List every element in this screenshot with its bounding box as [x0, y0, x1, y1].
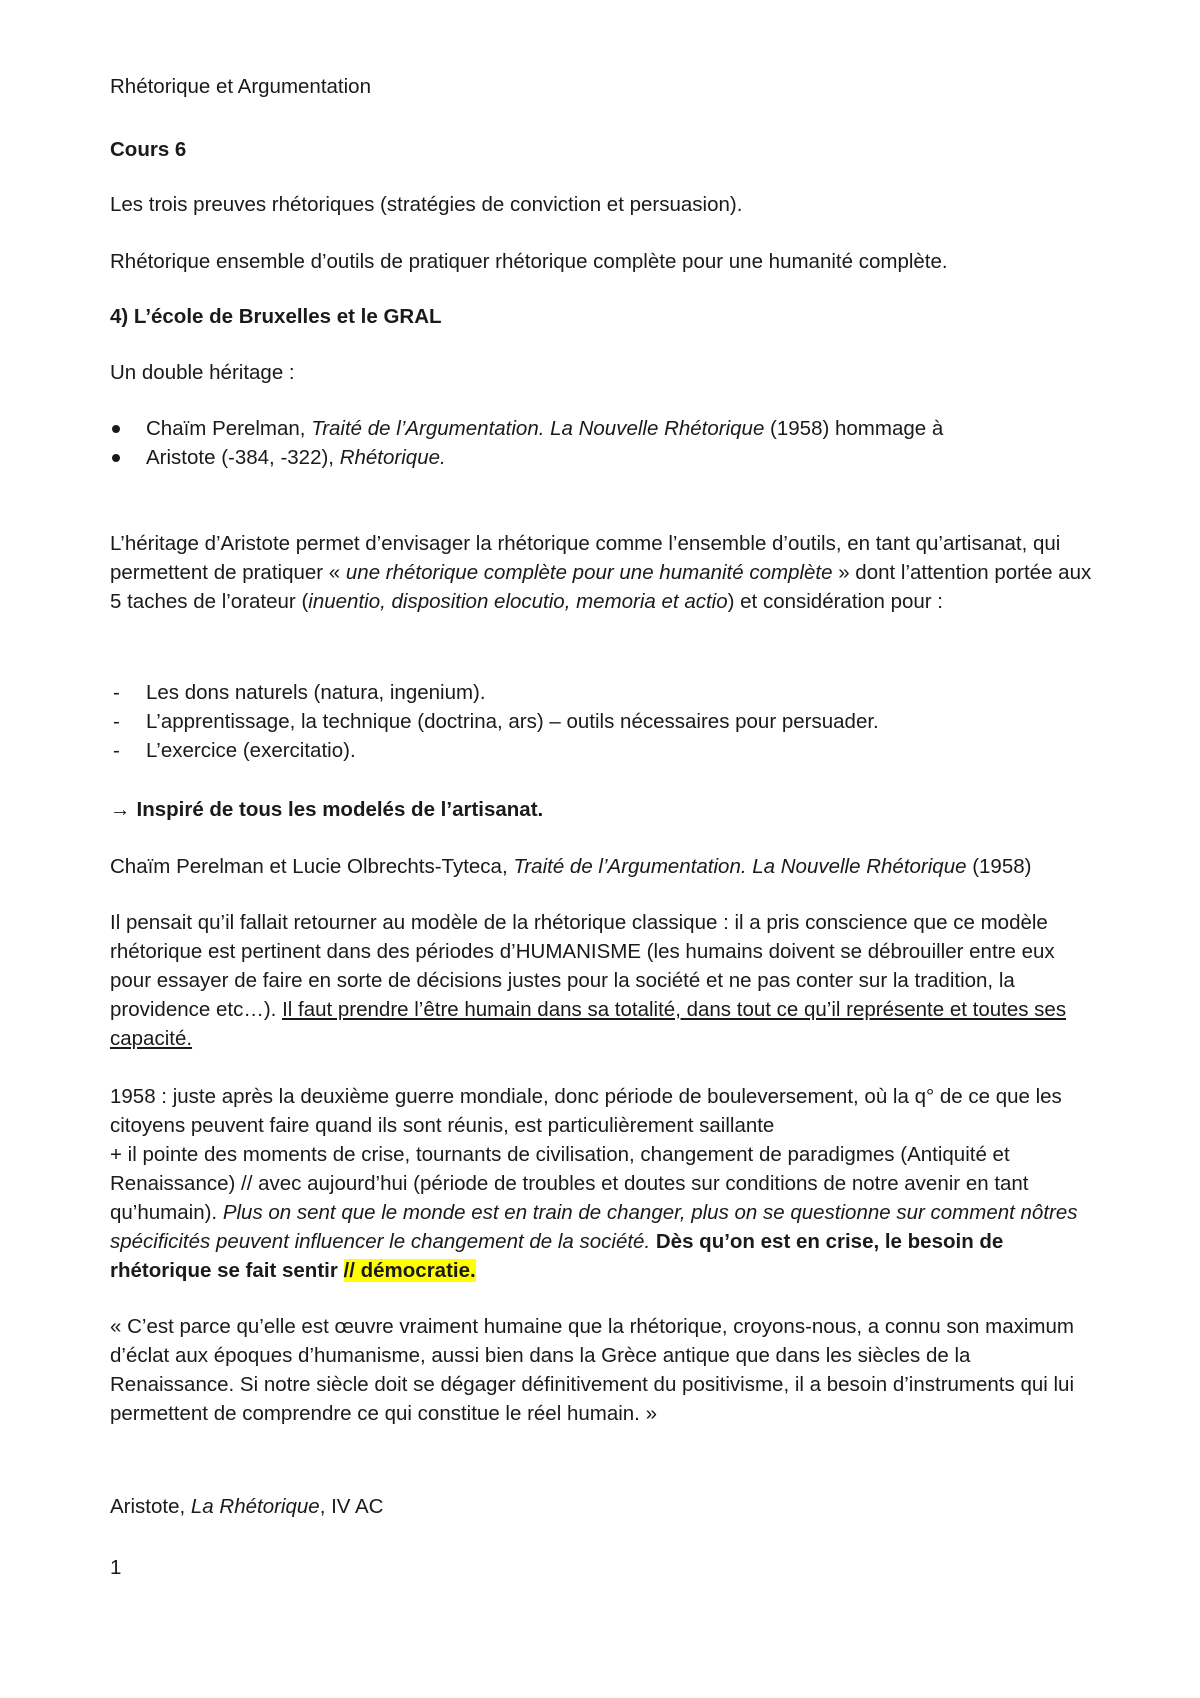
highlighted-text: // démocratie.: [343, 1259, 476, 1282]
page-number: 1: [110, 1556, 122, 1579]
dash-icon: -: [113, 681, 120, 704]
perelman-reference: Chaïm Perelman et Lucie Olbrechts-Tyteca, Traité de l’Argumentation. La Nouvelle Rhétorique (1958): [110, 855, 1032, 878]
list-item: Chaïm Perelman, Traité de l’Argumentation. La Nouvelle Rhétorique (1958) hommage à: [110, 414, 1090, 443]
dash-icon: -: [113, 710, 120, 733]
dash-icon: -: [113, 739, 120, 762]
arrow-line: → Inspiré de tous les modelés de l’artisanat.: [110, 798, 544, 821]
list-item: Aristote (-384, -322), Rhétorique.: [110, 443, 1090, 472]
list-item: - Les dons naturels (natura, ingenium).: [110, 678, 1090, 707]
intro-line-2: Rhétorique ensemble d’outils de pratiquer rhétorique complète pour une humanité complète.: [110, 250, 948, 273]
heritage-paragraph: L’héritage d’Aristote permet d’envisager la rhétorique comme l’ensemble d’outils, en tant qu’artisanat, qui permettent de pratiquer « une rhétorique complète pour une humanité complète » dont l’attention portée aux 5 taches de l’orateur (inuentio, disposition elocutio, memoria et actio) et considération pour :: [110, 532, 1092, 613]
humanisme-paragraph: Il pensait qu’il fallait retourner au modèle de la rhétorique classique : il a pris conscience que ce modèle rhétorique est pertinent dans des périodes d’HUMANISME (les humains doivent se débrouiller entre eux pour essayer de faire en sorte de décisions justes pour la société et ne pas conter sur la tradition, la providence etc…). Il faut prendre l’être humain dans sa totalité, dans tout ce qu’il représente et toutes ses capacité.: [110, 911, 1067, 1050]
list-item: - L’exercice (exercitatio).: [110, 736, 1090, 765]
course-title: Cours 6: [110, 138, 187, 161]
intro-line-1: Les trois preuves rhétoriques (stratégies de conviction et persuasion).: [110, 193, 743, 216]
heritage-bullet-list: [110, 414, 1090, 472]
section-title: 4) L’école de Bruxelles et le GRAL: [110, 305, 442, 328]
dash-list: [110, 678, 1090, 765]
double-heritage-label: Un double héritage :: [110, 361, 295, 384]
bullet-icon: [112, 425, 120, 433]
right-arrow-icon: →: [110, 798, 131, 821]
aristote-reference: Aristote, La Rhétorique, IV AC: [110, 1495, 384, 1518]
list-item: - L’apprentissage, la technique (doctrina, ars) – outils nécessaires pour persuader.: [110, 707, 1090, 736]
quote-paragraph: « C’est parce qu’elle est œuvre vraiment humaine que la rhétorique, croyons-nous, a connu son maximum d’éclat aux époques d’humanisme, aussi bien dans la Grèce antique que dans les siècles de la Renaissance. Si notre siècle doit se dégager définitivement du positivisme, il a besoin d’instruments qui lui permettent de comprendre ce qui constitue le réel humain. »: [110, 1315, 1075, 1425]
paragraph-1958: 1958 : juste après la deuxième guerre mondiale, donc période de bouleversement, où la q° de ce que les citoyens peuvent faire quand ils sont réunis, est particulièrement saillante + il pointe des moments de crise, tournants de civilisation, changement de paradigmes (Antiquité et Renaissance) // avec aujourd’hui (période de troubles et doutes sur conditions de notre avenir en tant qu’humain). Plus on sent que le monde est en train de changer, plus on se questionne sur comment nôtres spécificités peuvent influencer le changement de la société. Dès qu’on est en crise, le besoin de rhétorique se fait sentir // démocratie.: [110, 1085, 1078, 1282]
bullet-icon: [112, 454, 120, 462]
document-header: Rhétorique et Argumentation: [110, 75, 371, 98]
